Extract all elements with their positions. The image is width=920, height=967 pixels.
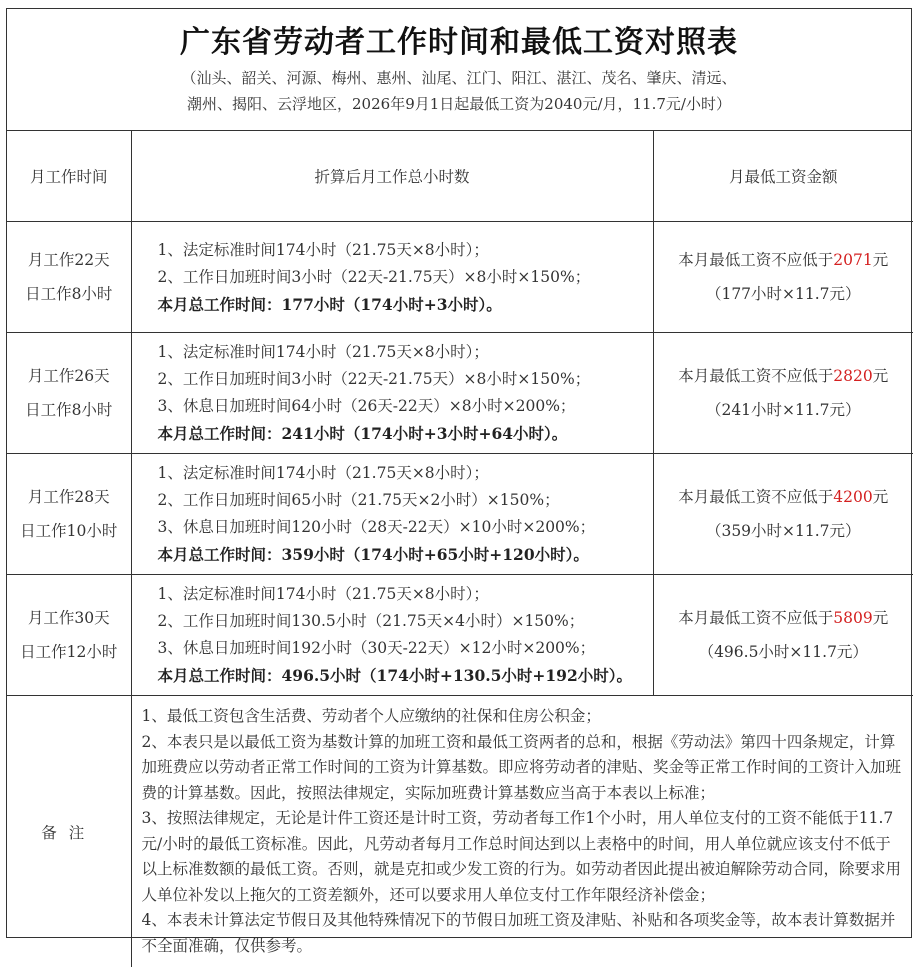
wage-amount: 4200 (833, 488, 872, 506)
subtitle-line-2: 潮州、揭阳、云浮地区，2026年9月1日起最低工资为2040元/月，11.7元/小时） (37, 91, 881, 117)
wage-cell (653, 454, 913, 575)
hours-detail-cell (131, 454, 653, 575)
total-hours: 本月总工作时间：359小时（174小时+65小时+120小时）。 (158, 541, 643, 568)
period-cell (7, 333, 131, 454)
wage-line (655, 243, 913, 277)
total-hours: 本月总工作时间：177小时（174小时+3小时）。 (158, 291, 643, 318)
period-hours: 日工作8小时 (8, 393, 130, 427)
wage-calc: （359小时×11.7元） (655, 514, 913, 548)
page-title: 广东省劳动者工作时间和最低工资对照表 (7, 23, 911, 63)
wage-cell (653, 333, 913, 454)
subtitle (7, 65, 911, 117)
wage-calc: （496.5小时×11.7元） (655, 635, 913, 669)
period-days: 月工作30天 (8, 601, 130, 635)
detail-line: 1、法定标准时间174小时（21.75天×8小时）； (158, 460, 643, 487)
detail-line: 1、法定标准时间174小时（21.75天×8小时）； (158, 339, 643, 366)
table-row (7, 454, 913, 575)
table-row (7, 222, 913, 333)
wage-prefix: 本月最低工资不应低于 (678, 488, 833, 506)
wage-line (655, 601, 913, 635)
note-item: 3、按照法律规定，无论是计件工资还是计时工资，劳动者每工作1个小时，用人单位支付的工资不能低于11.7元/小时的最低工资标准。因此，凡劳动者每月工作总时间达到以上表格中的时间，用人单位就应该支付不低于以上标准数额的最低工资。否则，就是克扣或少发工资的行为。如劳动者因此提出被迫解除劳动合同，除要求用人单位补发以上拖欠的工资差额外，还可以要求用人单位支付工作年限经济补偿金； (142, 806, 904, 908)
note-item: 4、本表未计算法定节假日及其他特殊情况下的节假日加班工资及津贴、补贴和各项奖金等，故本表计算数据并不全面准确，仅供参考。 (142, 908, 904, 959)
wage-table-sheet (6, 8, 912, 938)
period-days: 月工作22天 (8, 243, 130, 277)
title-block (7, 9, 911, 131)
wage-unit: 元 (873, 367, 889, 385)
note-item: 2、本表只是以最低工资为基数计算的加班工资和最低工资两者的总和，根据《劳动法》第四十四条规定，计算加班费应以劳动者正常工作时间的工资为计算基数。即应将劳动者的津贴、奖金等正常工作时间的工资计入加班费的计算基数。因此，按照法律规定，实际加班费计算基数应当高于本表以上标准； (142, 730, 904, 807)
period-days: 月工作26天 (8, 359, 130, 393)
hours-detail-cell (131, 333, 653, 454)
wage-prefix: 本月最低工资不应低于 (678, 251, 833, 269)
table-header-row (7, 131, 913, 222)
wage-unit: 元 (873, 609, 889, 627)
wage-unit: 元 (873, 488, 889, 506)
table-row (7, 333, 913, 454)
total-hours: 本月总工作时间：241小时（174小时+3小时+64小时）。 (158, 420, 643, 447)
period-hours: 日工作12小时 (8, 635, 130, 669)
wage-calc: （177小时×11.7元） (655, 277, 913, 311)
notes-cell (131, 696, 913, 967)
detail-line: 3、休息日加班时间64小时（26天-22天）×8小时×200%； (158, 393, 643, 420)
total-hours: 本月总工作时间：496.5小时（174小时+130.5小时+192小时）。 (158, 662, 643, 689)
period-hours: 日工作10小时 (8, 514, 130, 548)
wage-cell (653, 222, 913, 333)
detail-line: 2、工作日加班时间130.5小时（21.75天×4小时）×150%； (158, 608, 643, 635)
header-hours: 折算后月工作总小时数 (131, 131, 653, 222)
detail-line: 1、法定标准时间174小时（21.75天×8小时）； (158, 581, 643, 608)
header-period: 月工作时间 (7, 131, 131, 222)
hours-detail-cell (131, 575, 653, 696)
wage-unit: 元 (873, 251, 889, 269)
detail-line: 2、工作日加班时间65小时（21.75天×2小时）×150%； (158, 487, 643, 514)
notes-row (7, 696, 913, 967)
wage-amount: 2071 (833, 251, 872, 269)
period-cell (7, 454, 131, 575)
detail-line: 3、休息日加班时间192小时（30天-22天）×12小时×200%； (158, 635, 643, 662)
detail-line: 1、法定标准时间174小时（21.75天×8小时）； (158, 237, 643, 264)
header-wage: 月最低工资金额 (653, 131, 913, 222)
wage-prefix: 本月最低工资不应低于 (678, 367, 833, 385)
period-days: 月工作28天 (8, 480, 130, 514)
detail-line: 2、工作日加班时间3小时（22天-21.75天）×8小时×150%； (158, 264, 643, 291)
wage-amount: 5809 (833, 609, 872, 627)
wage-line (655, 480, 913, 514)
wage-cell (653, 575, 913, 696)
detail-line: 3、休息日加班时间120小时（28天-22天）×10小时×200%； (158, 514, 643, 541)
period-cell (7, 222, 131, 333)
comparison-table (7, 131, 913, 967)
wage-line (655, 359, 913, 393)
table-row (7, 575, 913, 696)
note-item: 1、最低工资包含生活费、劳动者个人应缴纳的社保和住房公积金； (142, 704, 904, 730)
notes-label: 备注 (7, 696, 131, 967)
detail-line: 2、工作日加班时间3小时（22天-21.75天）×8小时×150%； (158, 366, 643, 393)
wage-calc: （241小时×11.7元） (655, 393, 913, 427)
wage-amount: 2820 (833, 367, 872, 385)
hours-detail-cell (131, 222, 653, 333)
subtitle-line-1: （汕头、韶关、河源、梅州、惠州、汕尾、江门、阳江、湛江、茂名、肇庆、清远、 (37, 65, 881, 91)
period-hours: 日工作8小时 (8, 277, 130, 311)
wage-prefix: 本月最低工资不应低于 (678, 609, 833, 627)
period-cell (7, 575, 131, 696)
